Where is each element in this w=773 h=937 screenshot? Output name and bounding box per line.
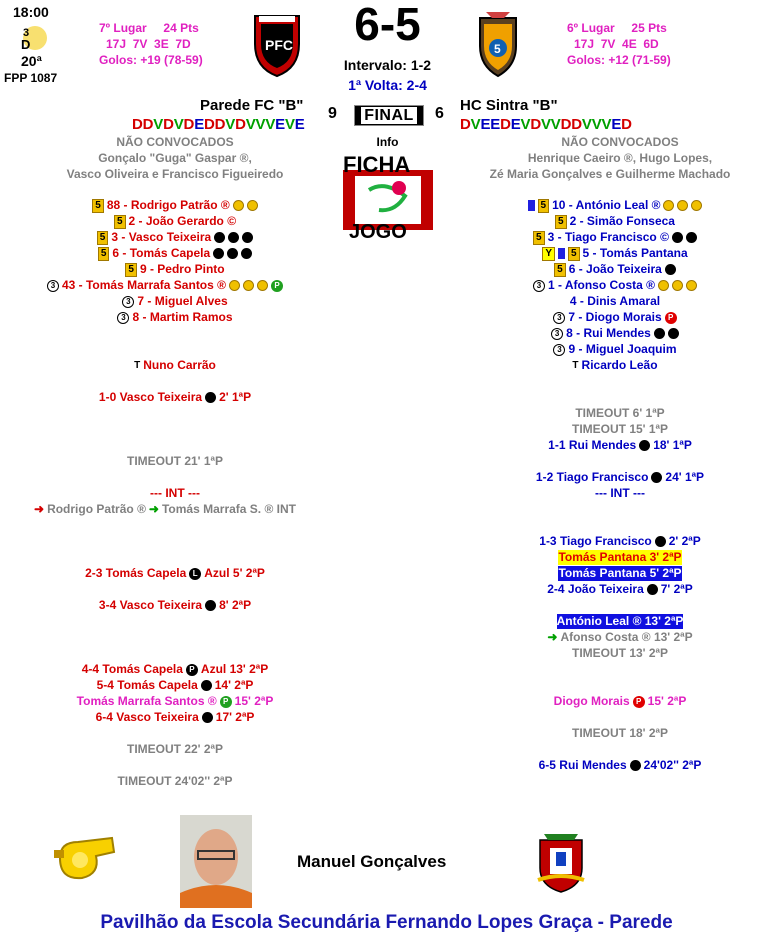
home-goal-event: 1-0 Vasco Teixeira 2' 1ªP <box>98 390 252 404</box>
form-letter: D <box>142 116 154 133</box>
federation-crest-icon <box>530 828 592 894</box>
away-substitution-event: ➜ Afonso Costa ® 13' 2ªP <box>547 630 693 644</box>
form-letter: V <box>601 116 612 133</box>
away-player-row[interactable]: 5 2 - Simão Fonseca <box>480 214 750 229</box>
form-letter: V <box>245 116 256 133</box>
away-not-called-line2: Zé Maria Gonçalves e Guilherme Machado <box>489 167 731 181</box>
round-number: 20ª <box>21 53 42 69</box>
away-form <box>460 116 632 133</box>
form-letter: D <box>560 116 572 133</box>
referee-photo <box>180 815 252 908</box>
form-letter: V <box>173 116 184 133</box>
away-player-row[interactable]: 4 - Dinis Amaral <box>569 294 661 308</box>
ficha-jogo-button[interactable] <box>335 150 441 242</box>
away-player-row[interactable]: 3 1 - Afonso Costa ® <box>480 278 750 293</box>
form-letter: D <box>132 116 143 133</box>
form-letter: D <box>204 116 215 133</box>
away-coach[interactable]: T Ricardo Leão <box>572 358 658 372</box>
away-player-row[interactable]: 5 3 - Tiago Francisco © <box>480 230 750 245</box>
away-goal-event: 6-5 Rui Mendes 24'02'' 2ªP <box>538 758 702 772</box>
form-letter: D <box>183 116 195 133</box>
home-timeout-event: TIMEOUT 22' 2ªP <box>127 742 223 756</box>
form-letter: E <box>275 116 285 133</box>
home-coach[interactable]: T Nuno Carrão <box>134 358 216 372</box>
form-letter: D <box>530 116 541 133</box>
ficha-text: FICHA <box>343 152 411 177</box>
away-yellow-card-event: Tomás Pantana 3' 2ªP <box>558 550 682 564</box>
home-final-goals: 9 <box>328 105 337 122</box>
form-letter: E <box>490 116 501 133</box>
form-letter: E <box>510 116 521 133</box>
first-leg-score: 1ª Volta: 2-4 <box>348 77 427 93</box>
home-goal-event: 6-4 Vasco Teixeira 17' 2ªP <box>95 710 255 724</box>
away-team-logo-icon <box>474 10 522 78</box>
home-penalty-miss-event: Tomás Marrafa Santos ® P 15' 2ªP <box>76 694 274 708</box>
form-letter: D <box>460 116 471 133</box>
form-letter: D <box>571 116 582 133</box>
venue-name[interactable]: Pavilhão da Escola Secundária Fernando Lopes Graça - Parede <box>100 912 673 933</box>
form-letter: E <box>194 116 204 133</box>
form-letter: V <box>581 116 592 133</box>
referee-name[interactable]: Manuel Gonçalves <box>297 852 447 871</box>
away-player-row[interactable]: 3 8 - Rui Mendes <box>480 326 750 341</box>
away-not-called-line1: Henrique Caeiro ®, Hugo Lopes, <box>527 151 713 165</box>
away-rank: 6º Lugar 25 Pts <box>567 21 667 35</box>
info-link[interactable]: Info <box>376 135 399 149</box>
home-record: 17J 7V 3E 7D <box>106 37 191 51</box>
form-letter: V <box>284 116 295 133</box>
home-player-row[interactable]: 3 7 - Miguel Alves <box>40 294 310 309</box>
away-goal-event: 1-2 Tiago Francisco 24' 1ªP <box>535 470 705 484</box>
form-letter: E <box>294 116 305 133</box>
away-timeout-event: TIMEOUT 6' 1ªP <box>575 406 665 420</box>
home-player-row[interactable]: 5 9 - Pedro Pinto <box>40 262 310 277</box>
form-letter: D <box>500 116 511 133</box>
away-penalty-miss-event: Diogo Morais P 15' 2ªP <box>553 694 687 708</box>
away-player-row[interactable]: Y 5 5 - Tomás Pantana <box>480 246 750 261</box>
svg-text:D: D <box>21 37 31 52</box>
away-interval: --- INT --- <box>595 486 645 500</box>
final-label: FINAL <box>354 105 424 126</box>
fpp-number: FPP 1087 <box>4 71 58 85</box>
home-team-logo-icon <box>251 10 303 78</box>
home-not-called-line1: Gonçalo "Guga" Gaspar ®, <box>98 151 252 165</box>
away-blue-card-event: António Leal ® 13' 2ªP <box>556 614 684 628</box>
form-letter: V <box>470 116 481 133</box>
svg-text:PFC: PFC <box>265 37 293 53</box>
away-final-goals: 6 <box>435 105 444 122</box>
home-goals: Golos: +19 (78-59) <box>99 53 203 67</box>
away-timeout-event: TIMEOUT 13' 2ªP <box>572 646 668 660</box>
home-goal-event: 5-4 Tomás Capela 14' 2ªP <box>96 678 254 692</box>
home-substitution-event: ➜ Rodrigo Patrão ® ➜ Tomás Marrafa S. ® INT <box>34 502 296 516</box>
away-goal-event: 1-3 Tiago Francisco 2' 2ªP <box>539 534 701 548</box>
away-player-row[interactable]: 3 9 - Miguel Joaquim <box>480 342 750 357</box>
form-letter: V <box>225 116 236 133</box>
form-letter: V <box>540 116 551 133</box>
home-player-row[interactable]: 5 2 - João Gerardo © <box>40 214 310 229</box>
form-letter: V <box>265 116 276 133</box>
home-goal-event: 3-4 Vasco Teixeira 8' 2ªP <box>98 598 252 612</box>
away-team-name[interactable]: HC Sintra "B" <box>460 97 558 114</box>
form-letter: V <box>255 116 266 133</box>
home-player-row[interactable]: 5 6 - Tomás Capela <box>40 246 310 261</box>
svg-text:3: 3 <box>23 27 30 39</box>
away-player-row[interactable]: 5 6 - João Teixeira <box>480 262 750 277</box>
away-timeout-event: TIMEOUT 18' 2ªP <box>572 726 668 740</box>
away-timeout-event: TIMEOUT 15' 1ªP <box>572 422 668 436</box>
match-time: 18:00 <box>13 4 49 20</box>
form-letter: E <box>611 116 622 133</box>
svg-text:5: 5 <box>494 42 501 56</box>
home-player-row[interactable]: 5 3 - Vasco Teixeira <box>40 230 310 245</box>
form-letter: D <box>163 116 174 133</box>
final-score: 6-5 <box>354 0 421 50</box>
svg-text:JOGO: JOGO <box>349 221 407 242</box>
home-player-row[interactable]: 3 8 - Martim Ramos <box>40 310 310 325</box>
form-letter: V <box>591 116 602 133</box>
away-blue-card-event: Tomás Pantana 5' 2ªP <box>558 566 682 580</box>
home-timeout-event: TIMEOUT 21' 1ªP <box>127 454 223 468</box>
home-not-called-title: NÃO CONVOCADOS <box>116 135 234 149</box>
away-not-called-title: NÃO CONVOCADOS <box>561 135 679 149</box>
away-player-row[interactable]: 5 10 - António Leal ® <box>480 198 750 213</box>
home-goal-event: 4-4 Tomás Capela P Azul 13' 2ªP <box>81 662 269 676</box>
form-letter: V <box>550 116 561 133</box>
form-letter: E <box>480 116 491 133</box>
home-interval: --- INT --- <box>150 486 200 500</box>
home-goal-event: 2-3 Tomás Capela L Azul 5' 2ªP <box>85 566 265 580</box>
away-goals: Golos: +12 (71-59) <box>567 53 671 67</box>
form-letter: D <box>621 116 632 133</box>
home-timeout-event: TIMEOUT 24'02'' 2ªP <box>117 774 233 788</box>
form-letter: V <box>153 116 164 133</box>
home-rank: 7º Lugar 24 Pts <box>99 21 199 35</box>
away-goal-event: 2-4 João Teixeira 7' 2ªP <box>547 582 693 596</box>
form-letter: V <box>520 116 531 133</box>
away-goal-event: 1-1 Rui Mendes 18' 1ªP <box>548 438 692 452</box>
home-player-row[interactable]: 3 43 - Tomás Marrafa Santos ® P <box>10 278 320 293</box>
away-player-row[interactable]: 3 7 - Diogo Morais P <box>480 310 750 325</box>
home-not-called-line2: Vasco Oliveira e Francisco Figueiredo <box>66 167 284 181</box>
home-player-row[interactable]: 5 88 - Rodrigo Patrão ® <box>40 198 310 213</box>
half-time-score: Intervalo: 1-2 <box>343 57 432 73</box>
form-letter: D <box>235 116 246 133</box>
home-team-name[interactable]: Parede FC "B" <box>200 97 304 114</box>
form-letter: D <box>214 116 226 133</box>
home-form <box>132 116 305 133</box>
division-badge-icon <box>17 22 49 54</box>
whistle-icon <box>52 828 122 888</box>
away-record: 17J 7V 4E 6D <box>574 37 659 51</box>
